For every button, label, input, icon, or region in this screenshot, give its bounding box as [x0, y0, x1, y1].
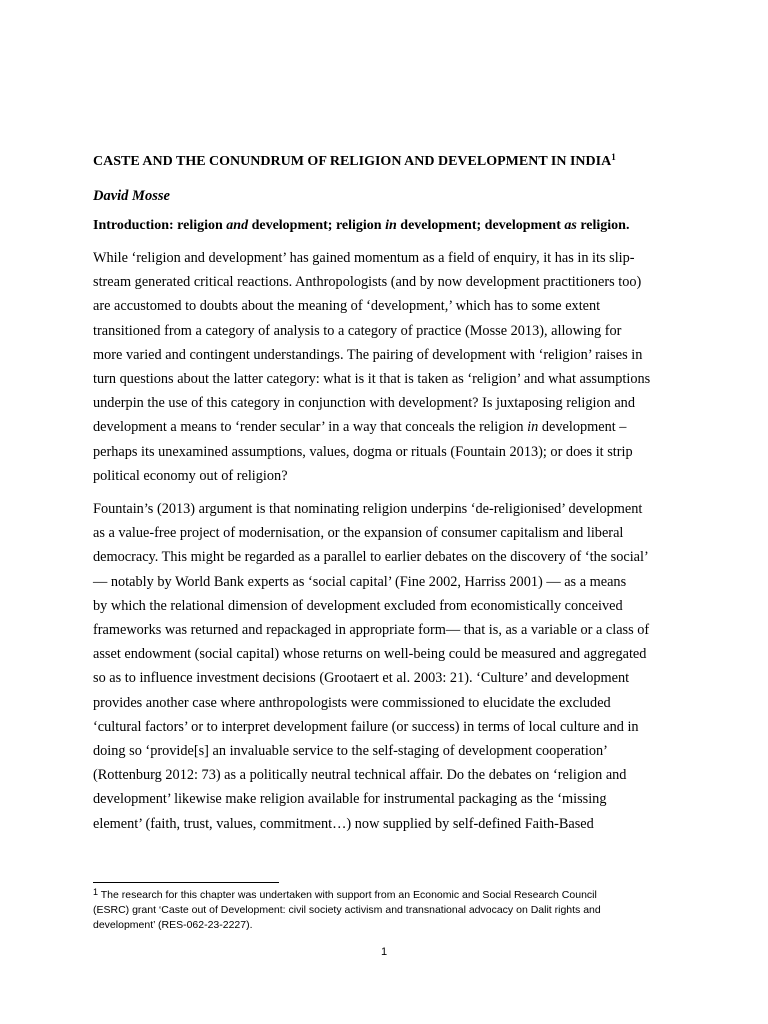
- footnote-separator: [93, 882, 279, 883]
- chapter-title-text: CASTE AND THE CONUNDRUM OF RELIGION AND DEVELOPMENT IN INDIA: [93, 154, 612, 169]
- text-line: doing so ‘provide[s] an invaluable service to the self-staging of development cooperation’: [93, 743, 608, 760]
- page-number: 1: [380, 946, 388, 958]
- footnote-line: development’ (RES-062-23-2227).: [93, 919, 253, 931]
- body-paragraph-2: [93, 497, 675, 836]
- text-line: more varied and contingent understandings. The pairing of development with ‘religion’ raises in: [93, 346, 643, 363]
- text-line: element’ (faith, trust, values, commitment…) now supplied by self-defined Faith-Based: [93, 815, 594, 832]
- heading-part: religion.: [576, 218, 630, 233]
- body-paragraph-1: [93, 246, 675, 488]
- text-line: by which the relational dimension of development excluded from economistically conceived: [93, 597, 623, 614]
- italic-segment: in: [527, 419, 539, 436]
- text-line: asset endowment (social capital) whose returns on well-being could be measured and aggregated: [93, 646, 647, 663]
- footnote: [93, 888, 693, 933]
- heading-part: Introduction: religion: [93, 218, 227, 233]
- text-line: are accustomed to doubts about the meaning of ‘development,’ which has to some extent: [93, 298, 601, 315]
- text-line: ‘cultural factors’ or to interpret development failure (or success) in terms of local culture and in: [93, 718, 639, 735]
- text-segment: development a means to ‘render secular’ in a way that conceals the religion: [93, 419, 528, 436]
- text-line: — notably by World Bank experts as ‘social capital’ (Fine 2002, Harriss 2001) — as a means: [93, 573, 627, 590]
- text-line: democracy. This might be regarded as a parallel to earlier debates on the discovery of ‘the social’: [93, 549, 649, 566]
- footnote-reference: 1: [611, 152, 616, 162]
- text-line: development’ likewise make religion available for instrumental packaging as the ‘missing: [93, 791, 607, 808]
- footnote-marker: 1: [93, 887, 99, 897]
- heading-part: development; development: [396, 218, 565, 233]
- text-line: transitioned from a category of analysis to a category of practice (Mosse 2013), allowing for: [93, 322, 622, 339]
- text-line: (Rottenburg 2012: 73) as a politically neutral technical affair. Do the debates on ‘religion and: [93, 767, 627, 784]
- text-line: political economy out of religion?: [93, 467, 288, 484]
- text-line: stream generated critical reactions. Anthropologists (and by now development practitioners too): [93, 274, 642, 291]
- footnote-line: [93, 888, 693, 903]
- heading-italic: and: [226, 218, 249, 233]
- chapter-title: [93, 152, 675, 172]
- footnote-line: (ESRC) grant ‘Caste out of Development: civil society activism and transnational advocacy on Dalit rights and: [93, 904, 601, 916]
- author-name: David Mosse: [93, 188, 170, 204]
- text-line: While ‘religion and development’ has gained momentum as a field of enquiry, it has in its slip-: [93, 250, 635, 266]
- text-line: perhaps its unexamined assumptions, values, dogma or rituals (Fountain 2013); or does it strip: [93, 443, 633, 460]
- text-line: turn questions about the latter category: what is it that is taken as ‘religion’ and what assumptions: [93, 371, 651, 388]
- text-line: provides another case where anthropologists were commissioned to elucidate the excluded: [93, 694, 611, 711]
- section-heading: [93, 216, 675, 236]
- text-line: [93, 415, 675, 439]
- text-line: frameworks was returned and repackaged in appropriate form— that is, as a variable or a class of: [93, 622, 650, 639]
- text-line: underpin the use of this category in conjunction with development? Is juxtaposing religion and: [93, 395, 635, 412]
- footnote-text: The research for this chapter was undertaken with support from an Economic and Social Research Council: [98, 889, 597, 901]
- page-content: [93, 152, 675, 845]
- text-line: as a value-free project of modernisation, or the expansion of consumer capitalism and liberal: [93, 525, 624, 542]
- text-line: Fountain’s (2013) argument is that nominating religion underpins ‘de-religionised’ development: [93, 501, 643, 518]
- heading-part: development; religion: [248, 218, 386, 233]
- text-line: so as to influence investment decisions (Grootaert et al. 2003: 21). ‘Culture’ and development: [93, 670, 630, 687]
- text-segment: development –: [538, 419, 627, 436]
- heading-italic: as: [564, 218, 577, 233]
- heading-italic: in: [385, 218, 397, 233]
